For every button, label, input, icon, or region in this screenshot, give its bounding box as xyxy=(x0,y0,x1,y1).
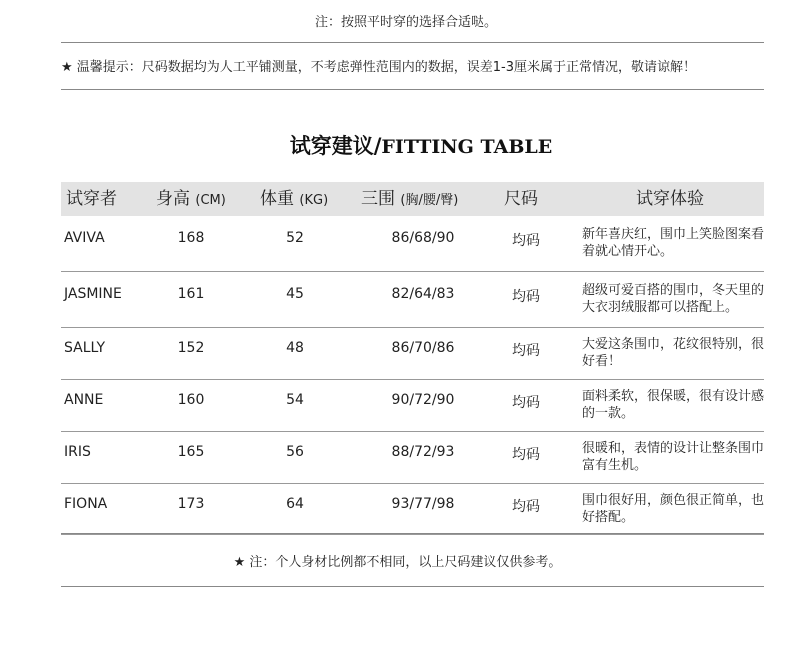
cell-size: 均码 xyxy=(512,343,540,359)
cell-name: AVIVA xyxy=(64,230,105,246)
divider-tip xyxy=(61,89,764,90)
divider-bottom xyxy=(61,586,764,587)
cell-height: 161 xyxy=(177,286,205,302)
cell-height: 152 xyxy=(177,340,205,356)
cell-name: ANNE xyxy=(64,392,104,408)
fitting-table xyxy=(61,182,764,535)
table-row xyxy=(61,484,764,535)
cell-measurements: 86/70/86 xyxy=(391,340,455,356)
header-size: 尺码 xyxy=(504,189,538,209)
table-row xyxy=(61,328,764,380)
warm-tip: ★ 温馨提示：尺码数据均为人工平铺测量，不考虑弹性范围内的数据，误差1-3厘米属于正常情况，敬请谅解！ xyxy=(61,60,697,75)
header-weight-unit: (KG) xyxy=(299,193,329,208)
cell-measurements: 93/77/98 xyxy=(391,496,455,512)
cell-experience: 新年喜庆红，围巾上笑脸图案看着就心情开心。 xyxy=(582,227,765,259)
cell-name: JASMINE xyxy=(64,286,122,302)
table-row xyxy=(61,432,764,484)
cell-weight: 45 xyxy=(286,286,304,302)
table-body xyxy=(61,216,764,535)
cell-size: 均码 xyxy=(512,499,540,515)
header-height xyxy=(156,182,226,216)
header-weight xyxy=(260,182,328,216)
cell-measurements: 86/68/90 xyxy=(391,230,455,246)
page-title xyxy=(0,130,812,160)
table-row xyxy=(61,216,764,272)
cell-size: 均码 xyxy=(512,447,540,463)
cell-size: 均码 xyxy=(512,233,540,249)
cell-height: 160 xyxy=(177,392,205,408)
divider-table-bottom xyxy=(61,533,764,534)
cell-experience: 面料柔软，很保暖，很有设计感的一款。 xyxy=(582,389,765,421)
header-measurements-unit: (胸/腰/臀) xyxy=(400,193,459,208)
header-weight-label: 体重 xyxy=(260,189,294,209)
bottom-note: ★ 注：个人身材比例都不相同，以上尺码建议仅供参考。 xyxy=(233,555,562,570)
table-row xyxy=(61,272,764,328)
header-experience: 试穿体验 xyxy=(636,189,704,209)
top-note: 注：按照平时穿的选择合适哒。 xyxy=(314,15,497,30)
header-measurements-label: 三围 xyxy=(361,189,395,209)
cell-experience: 围巾很好用，颜色很正简单，也好搭配。 xyxy=(582,493,765,525)
cell-experience: 很暖和，表情的设计让整条围巾富有生机。 xyxy=(582,441,765,473)
title-cn: 试穿建议/ xyxy=(289,134,382,158)
cell-measurements: 88/72/93 xyxy=(391,444,455,460)
cell-name: IRIS xyxy=(64,444,91,460)
cell-measurements: 82/64/83 xyxy=(391,286,455,302)
cell-size: 均码 xyxy=(512,395,540,411)
header-tester: 试穿者 xyxy=(66,189,117,209)
header-measurements xyxy=(361,182,458,216)
cell-measurements: 90/72/90 xyxy=(391,392,455,408)
cell-size: 均码 xyxy=(512,289,540,305)
cell-weight: 64 xyxy=(286,496,304,512)
cell-weight: 56 xyxy=(286,444,304,460)
cell-height: 165 xyxy=(177,444,205,460)
cell-experience: 大爱这条围巾，花纹很特别，很好看！ xyxy=(582,337,765,369)
cell-name: SALLY xyxy=(64,340,106,356)
cell-height: 168 xyxy=(177,230,205,246)
table-row xyxy=(61,380,764,432)
header-height-label: 身高 xyxy=(156,189,190,209)
cell-height: 173 xyxy=(177,496,205,512)
title-en: FITTING TABLE xyxy=(381,136,553,158)
table-header xyxy=(61,182,764,216)
cell-name: FIONA xyxy=(64,496,108,512)
cell-weight: 48 xyxy=(286,340,304,356)
cell-experience: 超级可爱百搭的围巾，冬天里的大衣羽绒服都可以搭配上。 xyxy=(582,283,765,315)
cell-weight: 54 xyxy=(286,392,304,408)
divider-top xyxy=(61,42,764,43)
header-height-unit: (CM) xyxy=(195,193,226,208)
cell-weight: 52 xyxy=(286,230,304,246)
